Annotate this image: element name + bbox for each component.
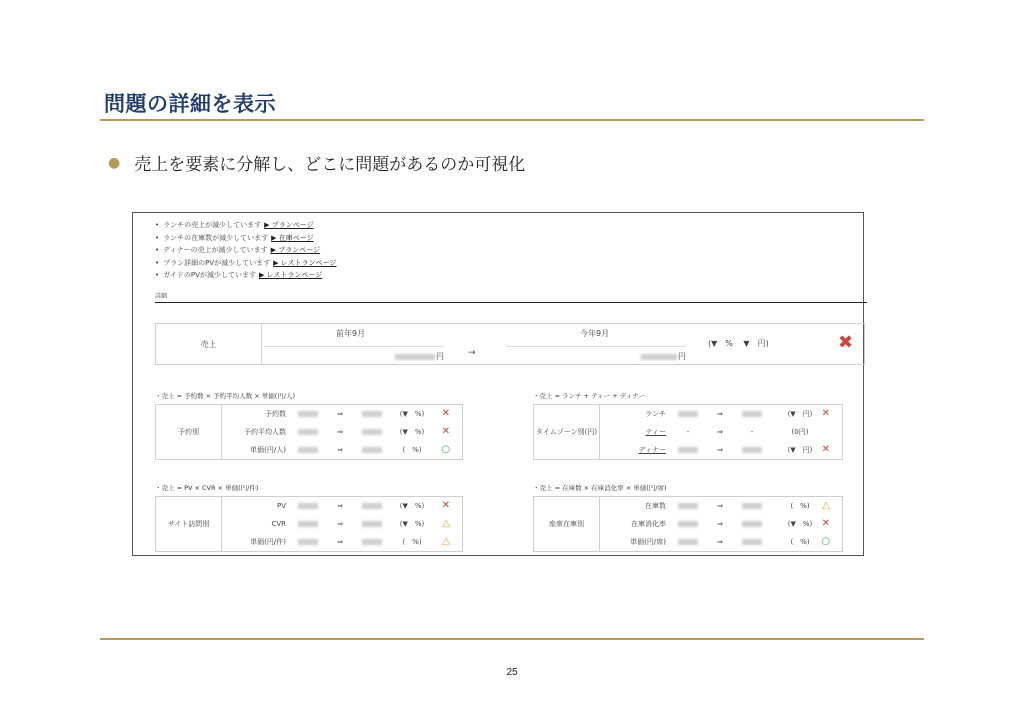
- metric-prev-value: [290, 410, 326, 418]
- section-formula: ・売上 = 在庫数 × 在庫消化率 × 単価(円/席): [533, 484, 667, 492]
- metric-name[interactable]: ティー: [645, 428, 666, 436]
- metric-cur-value: [354, 538, 390, 546]
- metric-delta: ( %): [790, 502, 810, 510]
- summary-label: 売上: [156, 324, 262, 364]
- metric-delta: ( %): [402, 446, 422, 454]
- metric-delta: ( %): [402, 538, 422, 546]
- status-cross-icon: ✕: [441, 426, 450, 437]
- metric-row: [600, 533, 842, 551]
- cur-value: 円: [506, 346, 686, 362]
- metric-arrow: ⇒: [337, 538, 343, 546]
- metric-row: [222, 533, 462, 551]
- metric-prev-value: -: [686, 428, 690, 436]
- metric-row: [600, 441, 842, 459]
- metric-delta: (▼ %): [399, 410, 425, 418]
- metric-cur-value: [354, 428, 390, 436]
- alert-bullet-icon: •: [155, 221, 160, 229]
- alert-link[interactable]: ▶ レストランページ: [258, 271, 323, 279]
- metric-delta: (▼ 円): [787, 446, 813, 454]
- alert-text: ディナーの売上が減少しています: [163, 246, 268, 254]
- metric-arrow: ⇒: [717, 410, 723, 418]
- metric-name: 単価(円/人): [250, 446, 286, 454]
- section-formula: ・売上 = PV × CVR × 単価(円/件): [155, 484, 259, 492]
- alert-item: [155, 219, 336, 232]
- alert-bullet-icon: •: [155, 258, 160, 267]
- detail-divider: [155, 302, 867, 303]
- breakdown-section: [533, 483, 843, 552]
- cur-header: 今年9月: [580, 329, 610, 338]
- metric-cur-value: [734, 446, 770, 454]
- metric-name: 単価(円/席): [630, 538, 666, 546]
- metric-arrow: ⇒: [337, 428, 343, 436]
- section-label: 予約別: [156, 405, 222, 459]
- page-number: 25: [506, 667, 518, 678]
- metric-delta: ( %): [790, 538, 810, 546]
- metric-cur-value: [354, 520, 390, 528]
- slide-title: 問題の詳細を表示: [104, 92, 276, 116]
- alert-text: ランチの売上が減少しています: [163, 221, 262, 229]
- summary-arrow: →: [468, 348, 476, 358]
- alert-bullet-icon: •: [155, 233, 160, 242]
- alert-item: [155, 257, 336, 270]
- metric-cur-value: [354, 410, 390, 418]
- section-label: サイト訪問別: [156, 497, 222, 551]
- metric-arrow: ⇒: [337, 446, 343, 454]
- breakdown-section: [155, 483, 463, 552]
- metric-cur-value: [354, 446, 390, 454]
- metric-name: ランチ: [645, 410, 666, 418]
- status-cross-icon: ✕: [821, 408, 830, 419]
- alert-text: ガイドのPVが減少しています: [163, 271, 256, 279]
- alert-item: [155, 244, 336, 257]
- alert-text: ランチの在庫数が減少しています: [163, 233, 269, 242]
- alert-text: プラン詳細のPVが減少しています: [163, 258, 271, 267]
- alert-link[interactable]: ▶ レストランページ: [273, 258, 337, 267]
- section-table: [533, 496, 843, 552]
- metric-prev-value: [670, 446, 706, 454]
- summary-delta: (▼ % ▼ 円): [708, 339, 769, 348]
- metric-row: [222, 515, 462, 533]
- alert-link[interactable]: ▶ 在庫ページ: [271, 233, 314, 242]
- status-cross-icon: ✕: [821, 444, 830, 455]
- metric-row: [600, 423, 842, 441]
- alert-list: [155, 219, 336, 282]
- status-circ-icon: ○: [821, 536, 830, 547]
- alert-item: [155, 269, 336, 282]
- alert-link[interactable]: ▶ プランページ: [270, 246, 321, 254]
- prev-header: 前年9月: [336, 329, 366, 338]
- metric-arrow: ⇒: [717, 502, 723, 510]
- metric-delta: (▼ %): [787, 520, 813, 528]
- metric-arrow: ⇒: [717, 446, 723, 454]
- metric-delta: (▼ %): [399, 428, 425, 436]
- status-cross-icon: ✕: [821, 518, 830, 529]
- metric-name[interactable]: ディナー: [638, 446, 666, 454]
- footer-rule: [100, 638, 924, 640]
- metric-row: [600, 515, 842, 533]
- section-label: タイムゾーン別(円): [534, 405, 600, 459]
- section-formula: ・売上 = 予約数 × 予約平均人数 × 単価(円/人): [155, 392, 295, 400]
- breakdown-section: [533, 391, 843, 460]
- status-tri-icon: △: [442, 518, 450, 529]
- metric-arrow: ⇒: [337, 520, 343, 528]
- metric-cur-value: [734, 520, 770, 528]
- metric-arrow: ⇒: [717, 538, 723, 546]
- metric-cur-value: [354, 502, 390, 510]
- metric-row: [222, 441, 462, 459]
- metric-name: CVR: [271, 520, 286, 528]
- metric-name: PV: [276, 502, 286, 510]
- metric-prev-value: [670, 502, 706, 510]
- metric-cur-value: -: [750, 428, 754, 436]
- metric-row: [222, 497, 462, 515]
- metric-arrow: ⇒: [337, 502, 343, 510]
- metric-name: 単価(円/件): [250, 538, 286, 546]
- metric-arrow: ⇒: [337, 410, 343, 418]
- alert-link[interactable]: ▶ プランページ: [264, 221, 314, 229]
- metric-prev-value: [670, 538, 706, 546]
- metric-delta: (▼ %): [399, 520, 425, 528]
- metric-name: 在庫消化率: [631, 520, 666, 528]
- section-table: [155, 496, 463, 552]
- sales-summary: [155, 323, 865, 365]
- status-cross-icon: ✕: [441, 408, 450, 419]
- metric-row: [222, 405, 462, 423]
- metric-row: [600, 405, 842, 423]
- status-tri-icon: △: [822, 500, 830, 511]
- metric-name: 予約平均人数: [244, 428, 286, 436]
- bullet-point: [108, 150, 525, 175]
- section-label: 座席在庫別: [534, 497, 600, 551]
- status-tri-icon: △: [442, 536, 450, 547]
- alert-bullet-icon: •: [155, 271, 160, 279]
- metric-cur-value: [734, 410, 770, 418]
- metric-name: 予約数: [265, 410, 286, 418]
- summary-status-cross-icon: ✖: [838, 332, 854, 353]
- detail-heading: 詳細: [155, 293, 168, 300]
- bullet-dot-icon: ●: [108, 154, 121, 171]
- metric-prev-value: [290, 428, 326, 436]
- bullet-text: 売上を要素に分解し、どこに問題があるのか可視化: [134, 155, 526, 175]
- alert-item: [155, 232, 336, 245]
- breakdown-section: [155, 391, 463, 460]
- alert-bullet-icon: •: [155, 246, 160, 254]
- metric-prev-value: [290, 538, 326, 546]
- section-formula: ・売上 = ランチ + ティー + ディナー: [533, 392, 646, 400]
- status-circ-icon: ○: [441, 444, 450, 455]
- metric-row: [600, 497, 842, 515]
- metric-cur-value: [734, 502, 770, 510]
- metric-arrow: ⇒: [717, 520, 723, 528]
- dashboard-screenshot: [132, 212, 864, 556]
- title-rule: [100, 119, 924, 121]
- metric-prev-value: [290, 446, 326, 454]
- metric-prev-value: [290, 520, 326, 528]
- metric-name: 在庫数: [645, 502, 666, 510]
- metric-prev-value: [290, 502, 326, 510]
- status-cross-icon: ✕: [441, 500, 450, 511]
- prev-value: 円: [264, 346, 444, 362]
- metric-arrow: ⇒: [717, 428, 723, 436]
- metric-prev-value: [670, 520, 706, 528]
- metric-cur-value: [734, 538, 770, 546]
- metric-prev-value: [670, 410, 706, 418]
- section-table: [155, 404, 463, 460]
- metric-delta: (▼ 円): [787, 410, 813, 418]
- metric-delta: (▼ %): [399, 502, 425, 510]
- metric-row: [222, 423, 462, 441]
- section-table: [533, 404, 843, 460]
- metric-delta: (0円): [791, 428, 809, 436]
